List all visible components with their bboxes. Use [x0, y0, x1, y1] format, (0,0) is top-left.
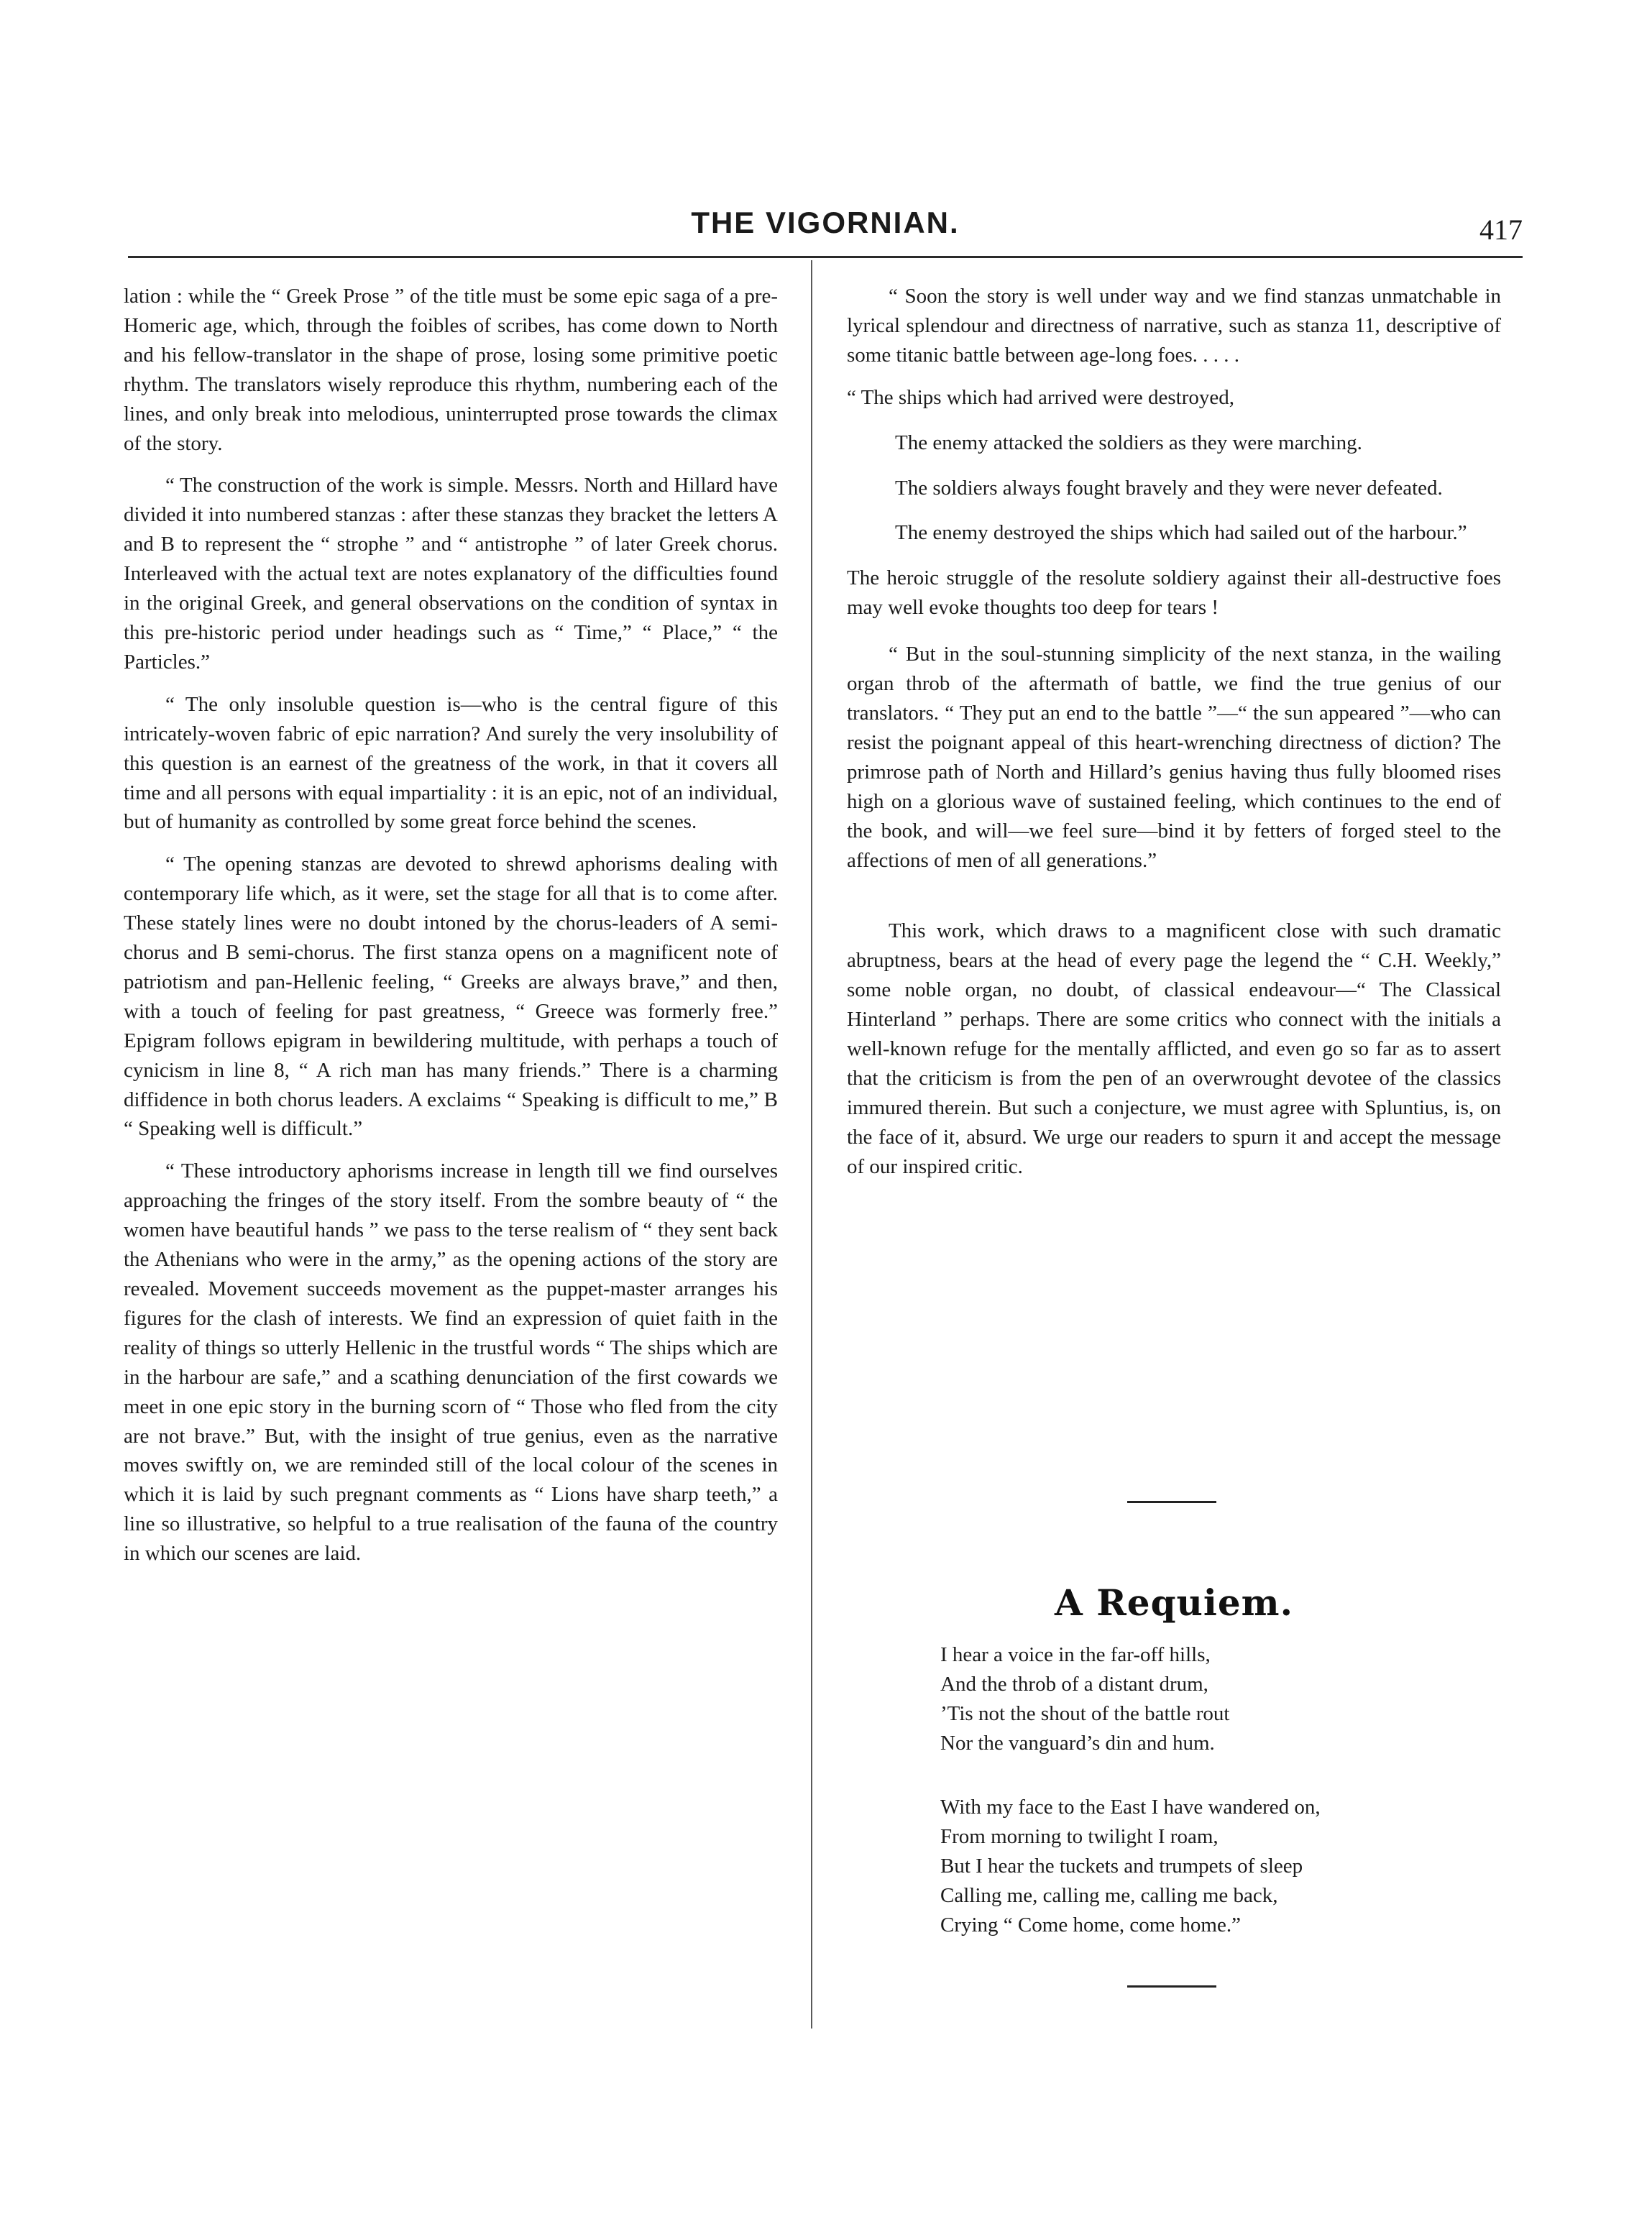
paragraph: “ But in the soul-stunning simplicity of the next stanza, in the wailing organ throb of the aftermath of battle, we find the true genius of our translators. “ They put an end to the battle ”—“ the sun appeared ”—who can resist the poignant appeal of this heart-wrenching directness of diction? The primrose path of North and Hillard’s genius having thus fully bloomed rises high on a glorious wave of sustained feeling, which continues to the end of the book, and will—we feel sure—bind it by fetters of forged steel to the affections of men of all generations.” [847, 643, 1501, 872]
poem-line: I hear a voice in the far-off hills, [940, 1643, 1211, 1666]
paragraph: “ The construction of the work is simple. Messrs. North and Hillard have divided it into numbered stanzas : after these stanzas they bracket the letters A and B to represent the “ strophe ” and “ antistrophe ” of later Greek chorus. Interleaved with the actual text are notes explanatory of the difficulties found in the original Greek, and general observations on the condition of syntax in this pre-historic period under headings such as “ Time,” “ Place,” “ the Particles.” [124, 474, 778, 674]
poem-line: And the throb of a distant drum, [940, 1673, 1208, 1696]
header-rule [128, 256, 1523, 258]
column-divider [811, 260, 812, 2029]
poem-line: From morning to twilight I roam, [940, 1825, 1219, 1848]
poem-line: ’Tis not the shout of the battle rout [940, 1702, 1230, 1725]
page-header [128, 201, 1523, 259]
paragraph: The heroic struggle of the resolute soldiery against their all-destructive foes may well evoke thoughts too deep for tears ! [847, 566, 1501, 620]
quoted-line: The enemy destroyed the ships which had sailed out of the harbour.” [895, 521, 1467, 545]
quoted-line: The soldiers always fought bravely and they were never defeated. [895, 476, 1443, 500]
section-rule [1127, 1501, 1216, 1503]
section-rule [1127, 1985, 1216, 1988]
poem-stanza [940, 1793, 1487, 1940]
poem-line: Calling me, calling me, calling me back, [940, 1884, 1278, 1907]
quoted-stanza [847, 383, 1501, 548]
quoted-line: The enemy attacked the soldiers as they were marching. [895, 431, 1362, 454]
paragraph: This work, which draws to a magnificent close with such dramatic abruptness, bears at the head of every page the legend the “ C.H. Weekly,” some noble organ, no doubt, of classical endeavour—“ The Classical Hinterland ” perhaps. There are some critics who connect with the initials a well-known refuge for the mentally afflicted, and even go so far as to assert that the criticism is from the pen of an overwrought devotee of the classics immured therein. But such a conjecture, we must agree with Spluntius, is, on the face of it, absurd. We urge our readers to spurn it and accept the message of our inspired critic. [847, 919, 1501, 1178]
journal-title: THE VIGORNIAN. [691, 206, 960, 239]
poem-line: But I hear the tuckets and trumpets of sleep [940, 1855, 1303, 1878]
paragraph: lation : while the “ Greek Prose ” of the title must be some epic saga of a pre-Homeric age, which, through the foibles of scribes, has come down to North and his fellow-translator in the shape of prose, losing some primitive poetic rhythm. The translators wisely reproduce this rhythm, numbering each of the lines, and only break into melodious, uninterrupted prose towards the climax of the story. [124, 285, 778, 455]
poem-title: A Requiem. [1055, 1581, 1293, 1624]
paragraph: “ Soon the story is well under way and we find stanzas unmatchable in lyrical splendour and directness of narrative, such as stanza 11, descriptive of some titanic battle between age-long foes. . . . . [847, 285, 1501, 367]
poem-stanza [940, 1640, 1487, 1758]
paragraph: “ The opening stanzas are devoted to shrewd aphorisms dealing with contemporary life which, as it were, set the stage for all that is to come after. These stately lines were no doubt intoned by the chorus-leaders of A semi-chorus and B semi-chorus. The first stanza opens on a magnificent note of patriotism and pan-Hellenic feeling, “ Greeks are always brave,” and then, with a touch of feeling for past greatness, “ Greece was formerly free.” Epigram follows epigram in bewildering multitude, with perhaps a touch of cynicism in line 8, “ A rich man has many friends.” There is a charming diffidence in both chorus leaders. A exclaims “ Speaking is difficult to me,” B “ Speaking well is difficult.” [124, 853, 778, 1141]
left-column [124, 282, 778, 1568]
quoted-line: “ The ships which had arrived were destroyed, [847, 385, 1235, 409]
poem-line: With my face to the East I have wandered on, [940, 1796, 1321, 1819]
poem-line: Nor the vanguard’s din and hum. [940, 1732, 1215, 1755]
paragraph: “ These introductory aphorisms increase in length till we find ourselves approaching the fringes of the story itself. From the sombre beauty of “ the women have beautiful hands ” we pass to the terse realism of “ they sent back the Athenians who were in the army,” as the opening actions of the story are revealed. Movement succeeds movement as the puppet-master arranges his figures for the clash of interests. We find an expression of quiet faith in the reality of things so utterly Hellenic in the trustful words “ The ships which are in the harbour are safe,” and a scathing denunciation of the first cowards we meet in one epic story in the burning scorn of “ Those who fled from the city are not brave.” But, with the insight of true genius, even as the narrative moves swiftly on, we are reminded still of the local colour of the scenes in which it is laid by such pregnant comments as “ Lions have sharp teeth,” a line so illustrative, so helpful to a true realisation of the fauna of the country in which our scenes are laid. [124, 1159, 778, 1566]
poem-line: Crying “ Come home, come home.” [940, 1914, 1241, 1937]
paragraph: “ The only insoluble question is—who is the central figure of this intricately-woven fabric of epic narration? And surely the very insolubility of this question is an earnest of the greatness of the work, in that it covers all time and all persons with equal impartiality : it is an epic, not of an individual, but of humanity as controlled by some great force behind the scenes. [124, 692, 778, 834]
right-column [847, 282, 1501, 1182]
page-number: 417 [1479, 213, 1523, 246]
